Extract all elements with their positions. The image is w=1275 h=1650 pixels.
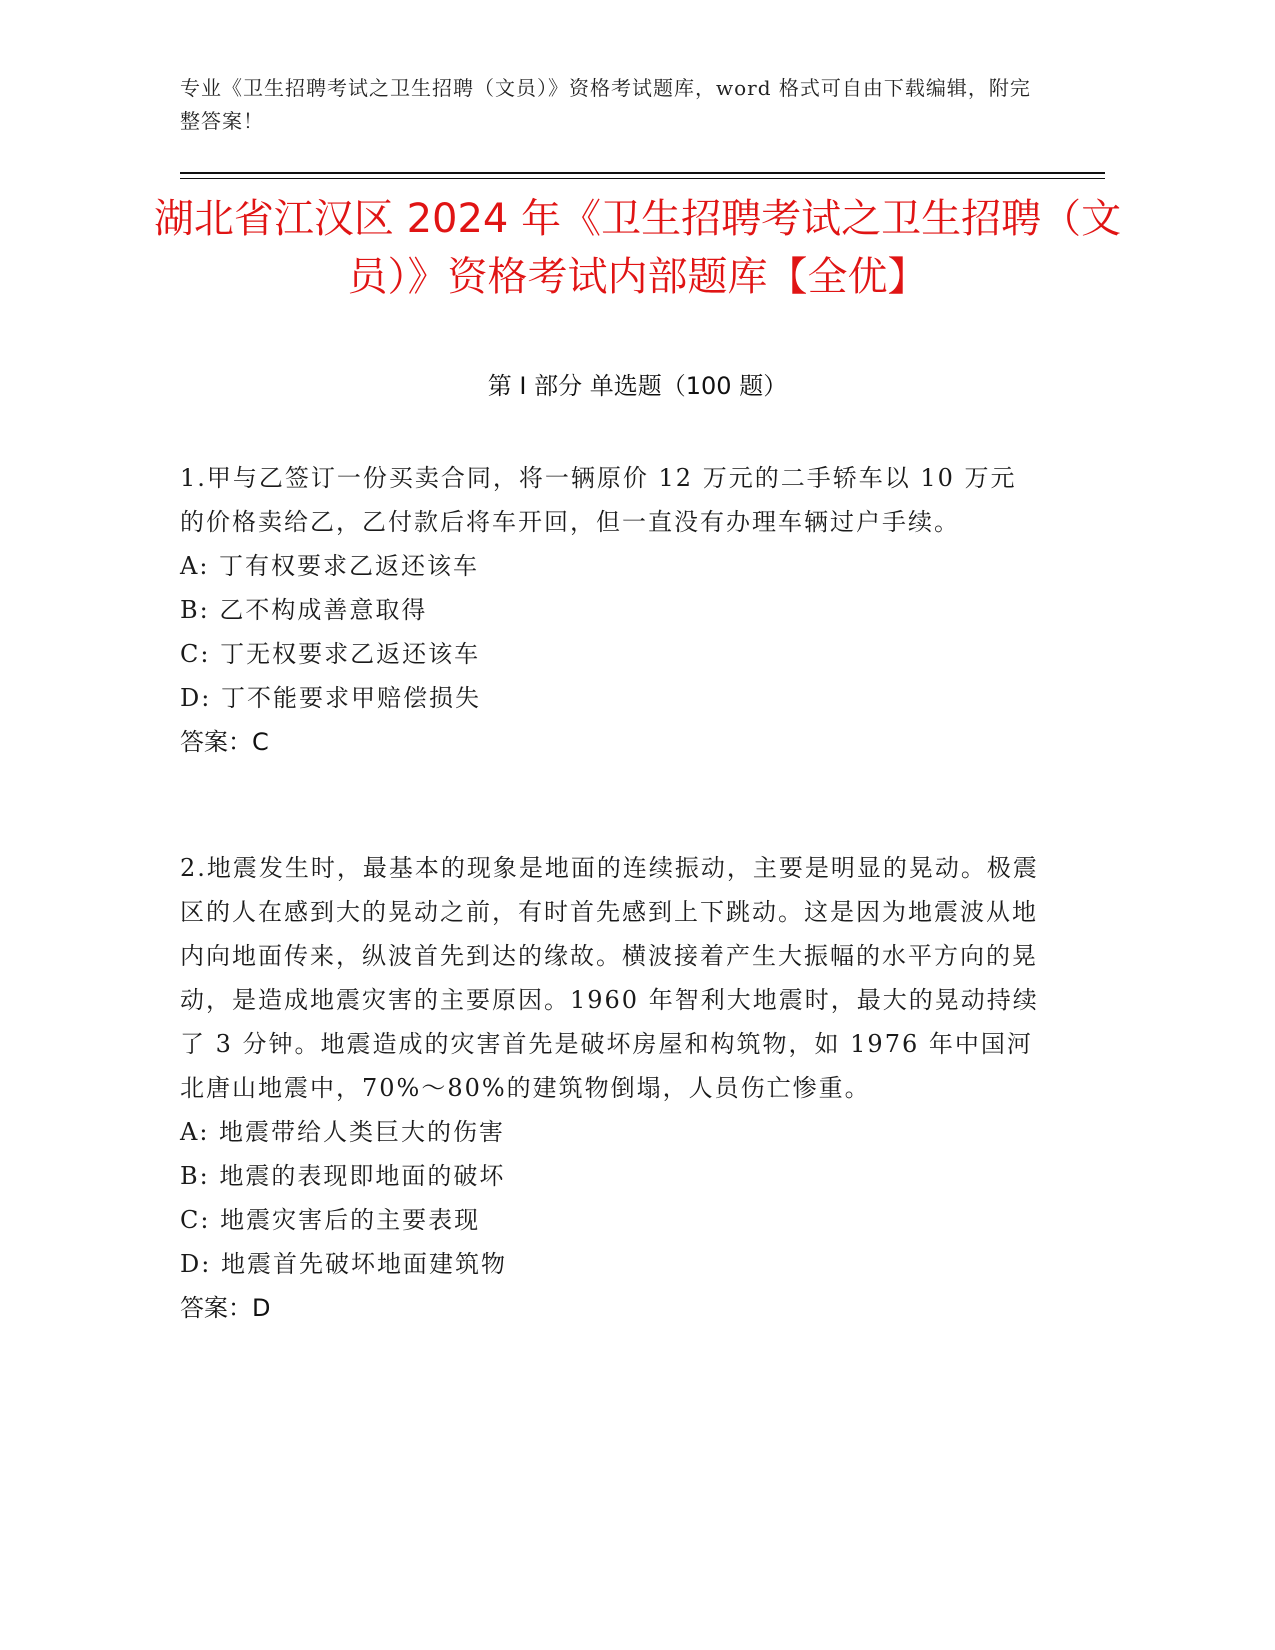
option-c: C: 丁无权要求乙返还该车 (180, 640, 481, 668)
option-a: A: 地震带给人类巨大的伤害 (180, 1118, 506, 1146)
option-b: B: 乙不构成善意取得 (180, 596, 428, 624)
question-block (180, 846, 1040, 1330)
option-c: C: 地震灾害后的主要表现 (180, 1206, 481, 1234)
answer-label: 答案：C (180, 728, 269, 756)
question-stem: 2.地震发生时，最基本的现象是地面的连续振动，主要是明显的晃动。极震区的人在感到大的晃动之前，有时首先感到上下跳动。这是因为地震波从地内向地面传来，纵波首先到达的缘故。横波接着产生大振幅的水平方向的晃动，是造成地震灾害的主要原因。1960 年智利大地震时，最大的晃动持续了 3 分钟。地震造成的灾害首先是破坏房屋和构筑物，如 1976 年中国河北唐山地震中，70%～80%的建筑物倒塌，人员伤亡惨重。 (180, 854, 1039, 1102)
header-rule-thick (180, 172, 1105, 174)
option-d: D: 丁不能要求甲赔偿损失 (180, 684, 481, 712)
header-note: 专业《卫生招聘考试之卫生招聘（文员）》资格考试题库，word 格式可自由下载编辑，附完整答案！ (180, 76, 1031, 133)
answer-label: 答案：D (180, 1294, 271, 1322)
question-stem: 1.甲与乙签订一份买卖合同，将一辆原价 12 万元的二手轿车以 10 万元的价格卖给乙，乙付款后将车开回，但一直没有办理车辆过户手续。 (180, 464, 1017, 536)
option-d: D: 地震首先破坏地面建筑物 (180, 1250, 507, 1278)
section-title: 第 I 部分 单选题（100 题） (487, 372, 788, 400)
document-title: 湖北省江汉区 2024 年《卫生招聘考试之卫生招聘（文员）》资格考试内部题库【全优】 (153, 196, 1122, 300)
question-block (180, 456, 1040, 764)
header-rule-thin (180, 178, 1105, 179)
option-b: B: 地震的表现即地面的破坏 (180, 1162, 506, 1190)
option-a: A: 丁有权要求乙返还该车 (180, 552, 480, 580)
